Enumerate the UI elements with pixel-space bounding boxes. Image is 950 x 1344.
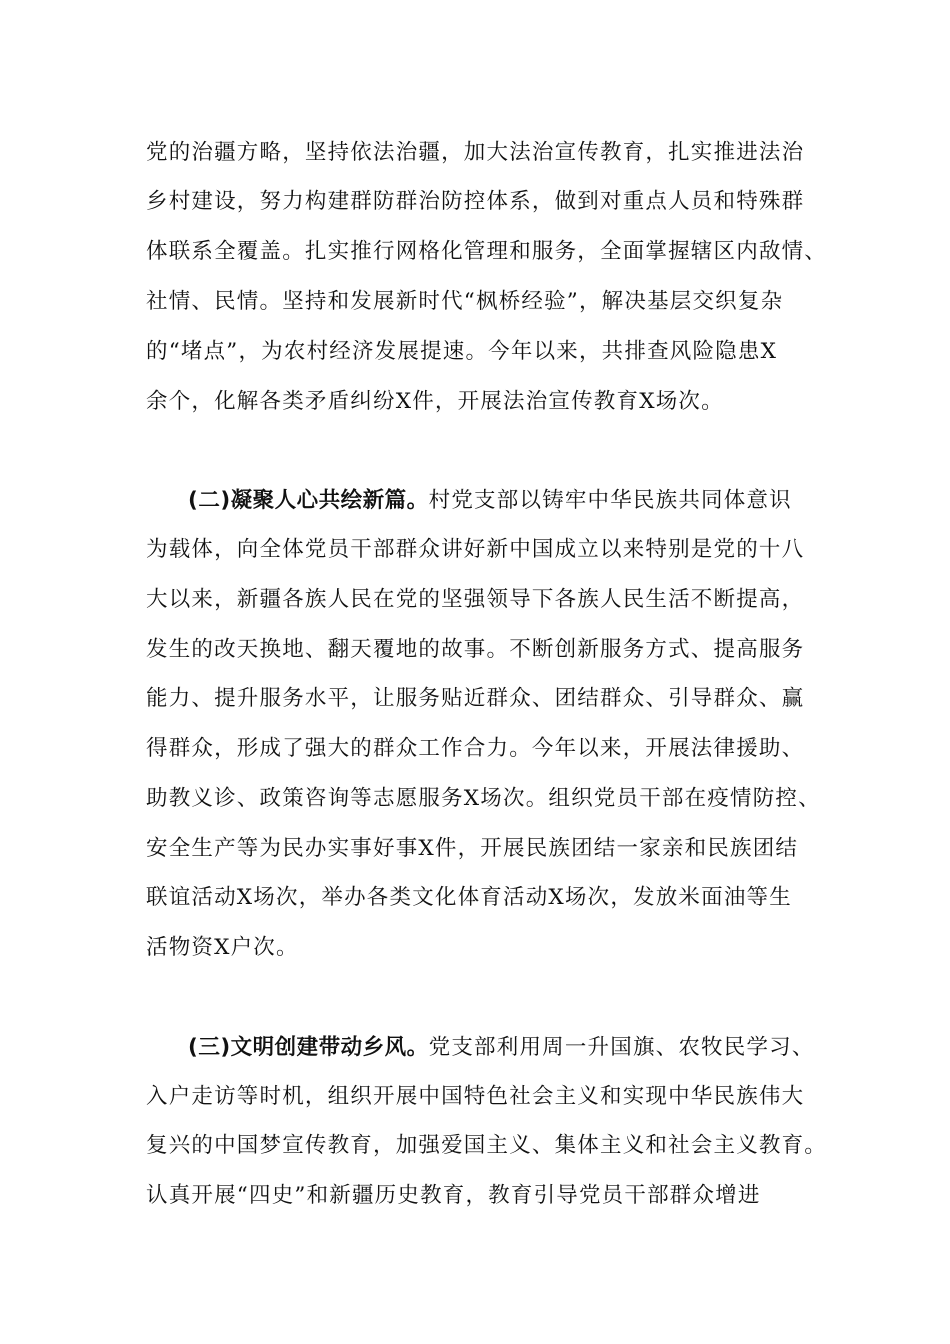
paragraph-1-line-5: 的“堵点”，为农村经济发展提速。今年以来，共排查风险隐患X bbox=[146, 339, 778, 364]
section-2-line-9: 联谊活动X场次，举办各类文化体育活动X场次，发放米面油等生 bbox=[146, 885, 792, 910]
section-2-first-line-text: 村党支部以铸牢中华民族共同体意识 bbox=[428, 488, 792, 513]
section-3-line-4: 认真开展“四史”和新疆历史教育，教育引导党员干部群众增进 bbox=[146, 1183, 761, 1208]
paragraph-1-line-6: 余个，化解各类矛盾纠纷X件，开展法治宣传教育X场次。 bbox=[146, 389, 724, 414]
section-2-line-7: 助教义诊、政策咨询等志愿服务X场次。组织党员干部在疫情防控、 bbox=[146, 786, 821, 811]
section-2-line-10: 活物资X户次。 bbox=[146, 935, 299, 960]
section-3-first-line bbox=[188, 1033, 815, 1063]
section-2-line-5: 能力、提升服务水平，让服务贴近群众、团结群众、引导群众、赢 bbox=[146, 686, 805, 711]
section-2-line-2: 为载体，向全体党员干部群众讲好新中国成立以来特别是党的十八 bbox=[146, 537, 805, 562]
section-3-first-line-text: 党支部利用周一升国旗、农牧民学习、 bbox=[428, 1035, 815, 1060]
section-3-line-3: 复兴的中国梦宣传教育，加强爱国主义、集体主义和社会主义教育。 bbox=[146, 1133, 828, 1158]
paragraph-1-line-2: 乡村建设，努力构建群防群治防控体系，做到对重点人员和特殊群 bbox=[146, 189, 805, 214]
section-2-line-8: 安全生产等为民办实事好事X件，开展民族团结一家亲和民族团结 bbox=[146, 836, 799, 861]
section-2-line-6: 得群众，形成了强大的群众工作合力。今年以来，开展法律援助、 bbox=[146, 736, 805, 761]
paragraph-1-line-1: 党的治疆方略，坚持依法治疆，加大法治宣传教育，扎实推进法治 bbox=[146, 140, 805, 165]
section-3-heading: (三)文明创建带动乡风。 bbox=[188, 1035, 429, 1060]
section-3-line-2: 入户走访等时机，组织开展中国特色社会主义和实现中华民族伟大 bbox=[146, 1084, 805, 1109]
section-2-first-line bbox=[188, 486, 792, 516]
section-2-line-3: 大以来，新疆各族人民在党的坚强领导下各族人民生活不断提高， bbox=[146, 587, 805, 612]
section-2-heading: (二)凝聚人心共绘新篇。 bbox=[188, 488, 429, 513]
section-2-line-4: 发生的改天换地、翻天覆地的故事。不断创新服务方式、提高服务 bbox=[146, 637, 805, 662]
paragraph-1-line-3: 体联系全覆盖。扎实推行网格化管理和服务，全面掌握辖区内敌情、 bbox=[146, 239, 828, 264]
paragraph-1-line-4: 社情、民情。坚持和发展新时代“枫桥经验”，解决基层交织复杂 bbox=[146, 289, 784, 314]
